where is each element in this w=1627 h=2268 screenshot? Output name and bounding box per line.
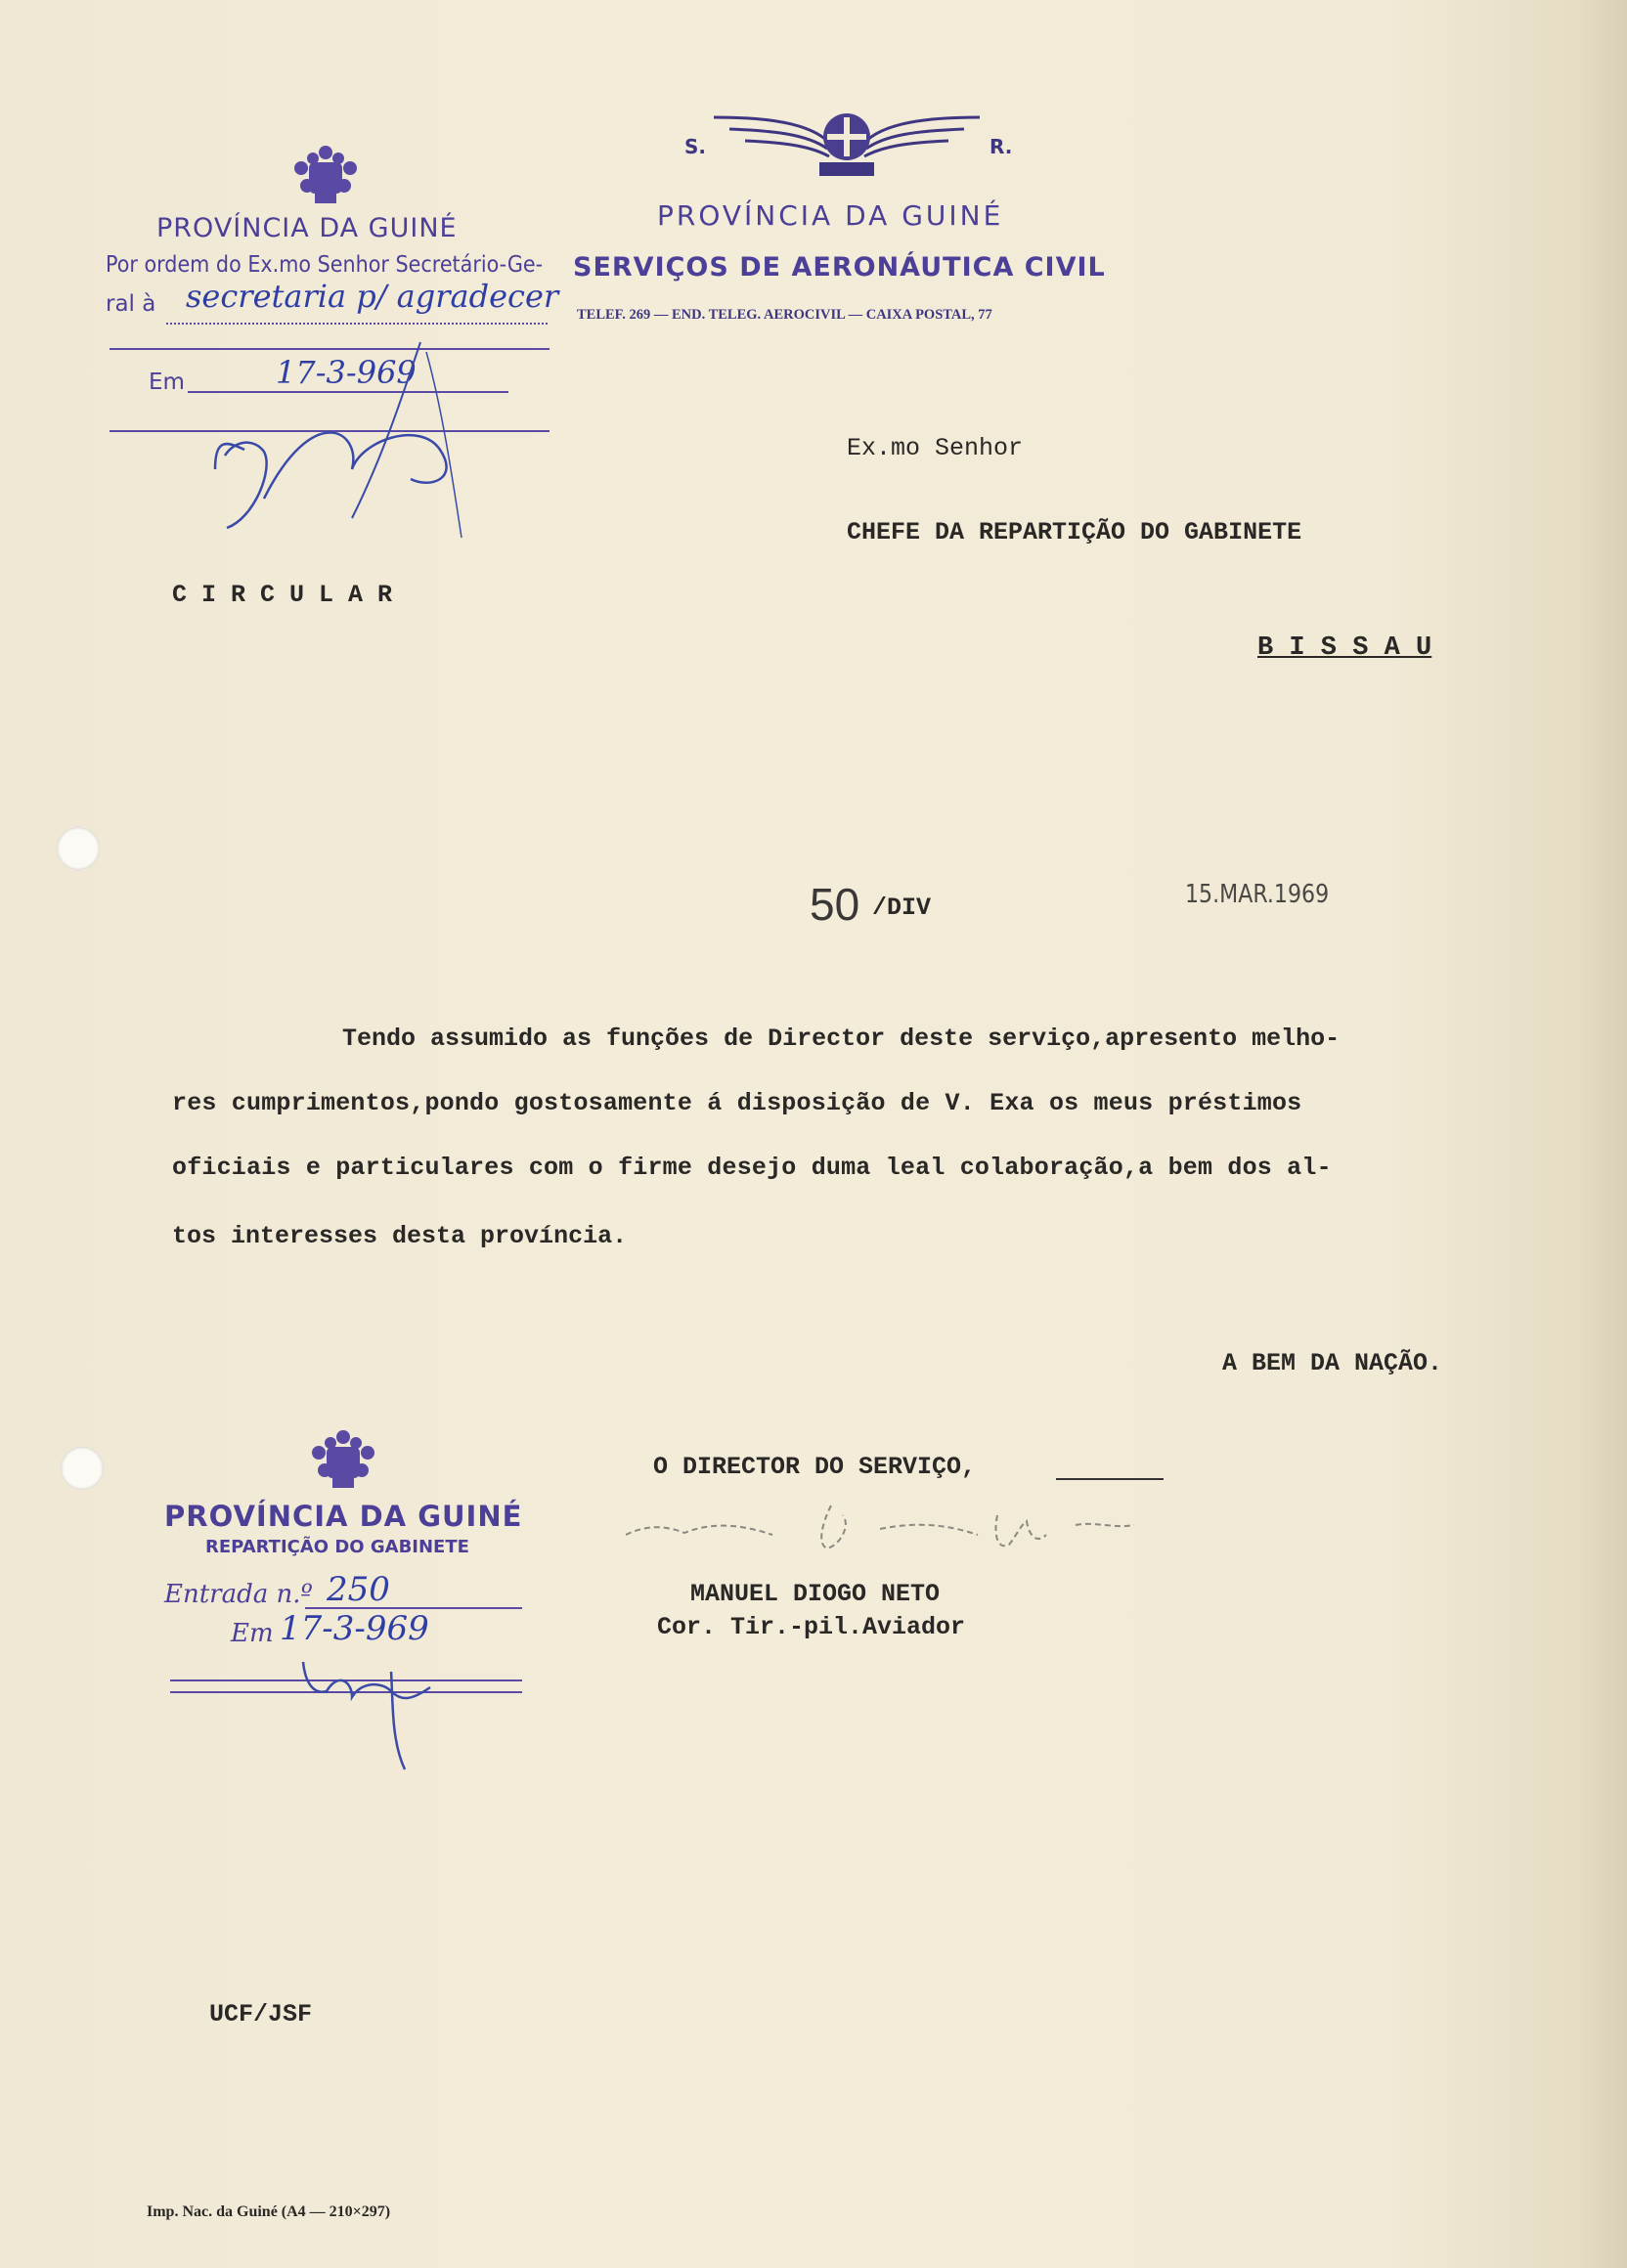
stamp-top-handwritten-date: 17-3-969 [276, 354, 417, 391]
stamp-bottom-date-label: Em [231, 1619, 274, 1648]
body-line-3: oficiais e particulares com o firme desejo duma leal colaboração,a bem dos al- [172, 1154, 1332, 1182]
addressee-title: CHEFE DA REPARTIÇÃO DO GABINETE [847, 518, 1302, 546]
typist-initials: UCF/JSF [209, 2000, 313, 2028]
signature-role: O DIRECTOR DO SERVIÇO, [653, 1453, 977, 1481]
stamp-bottom-subtitle: REPARTIÇÃO DO GABINETE [205, 1537, 469, 1557]
reference-date-stamp: 15.MAR.1969 [1185, 880, 1330, 909]
signature-line [1056, 1478, 1164, 1480]
director-signature-icon [626, 1486, 1173, 1564]
coat-of-arms-icon [282, 143, 370, 211]
closing-line: A BEM DA NAÇÃO. [1222, 1349, 1443, 1377]
letterhead-r: R. [989, 135, 1013, 158]
punch-hole-top [57, 827, 100, 870]
letterhead-service: SERVIÇOS DE AERONÁUTICA CIVIL [573, 252, 1106, 283]
body-line-1: Tendo assumido as funções de Director deste serviço,apresento melho- [342, 1025, 1341, 1053]
reference-number: 50 [810, 879, 860, 930]
stamp-bottom-title: PROVÍNCIA DA GUINÉ [164, 1500, 523, 1533]
letterhead-province: PROVÍNCIA DA GUINÉ [657, 199, 1004, 232]
stamp-top-order-prefix: ral à [106, 291, 156, 317]
stamp-top-order-line1: Por ordem do Ex.mo Senhor Secretário-Ge- [106, 252, 544, 278]
stamp-top-signature-icon [196, 323, 489, 547]
stamp-top-title: PROVÍNCIA DA GUINÉ [156, 213, 458, 243]
wings-emblem-icon [710, 98, 984, 180]
letterhead-s: S. [684, 135, 707, 158]
stamp-top-date-label: Em [149, 370, 185, 395]
addressee-salutation: Ex.mo Senhor [847, 434, 1024, 462]
letterhead-contact: TELEF. 269 — END. TELEG. AEROCIVIL — CAIXA POSTAL, 77 [577, 307, 992, 323]
signature-name: MANUEL DIOGO NETO [690, 1580, 941, 1608]
printer-footer: Imp. Nac. da Guiné (A4 — 210×297) [147, 2203, 391, 2220]
stamp-bottom-entry-number: 250 [327, 1570, 390, 1609]
addressee-city: B I S S A U [1257, 633, 1432, 663]
stamp-bottom-handwritten-date: 17-3-969 [280, 1609, 429, 1648]
circular-label: C I R C U L A R [172, 581, 393, 609]
punch-hole-bottom [61, 1447, 104, 1490]
body-line-2: res cumprimentos,pondo gostosamente á disposição de V. Exa os meus préstimos [172, 1089, 1302, 1117]
signature-rank: Cor. Tir.-pil.Aviador [657, 1613, 966, 1641]
stamp-top-handwritten-order: secretaria p/ agradecer [186, 278, 559, 315]
reference-suffix: /DIV [872, 894, 932, 922]
body-line-4: tos interesses desta província. [172, 1222, 628, 1250]
stamp-bottom-entry-label: Entrada n.º [164, 1580, 313, 1609]
stamp-bottom-signature-icon [284, 1642, 460, 1779]
coat-of-arms-icon [299, 1427, 387, 1496]
